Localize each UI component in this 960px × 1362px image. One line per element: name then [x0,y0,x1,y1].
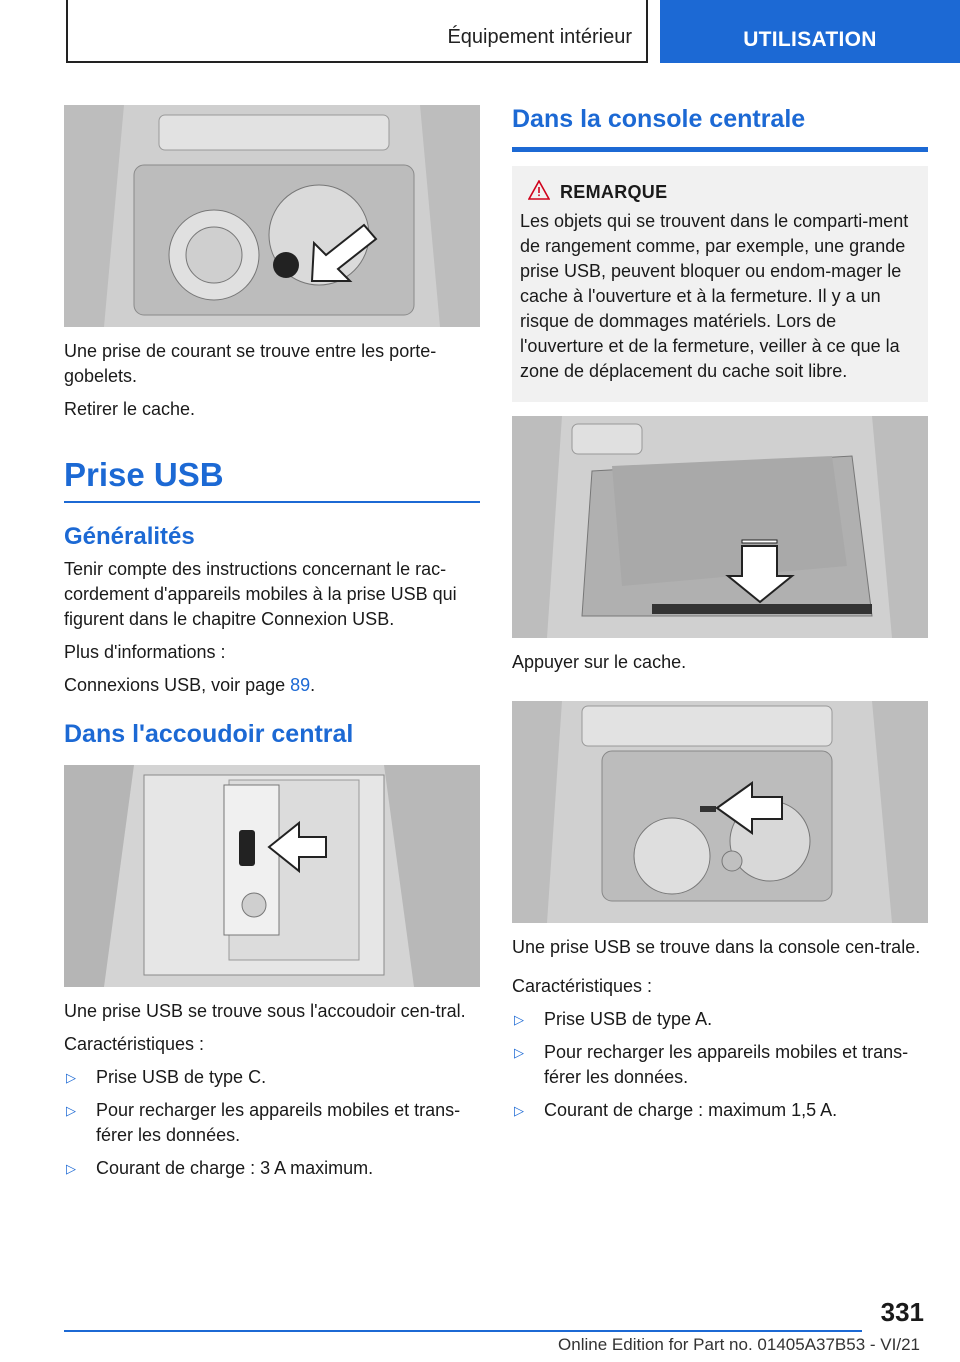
heading-usb-socket: Prise USB [64,456,480,503]
list-item-text: Prise USB de type A. [544,1009,713,1029]
text-remove-cover: Retirer le cache. [64,399,196,419]
caption-socket: Une prise de courant se trouve entre les porte-gobelets. [64,341,437,386]
footer-edition: Online Edition for Part no. 01405A37B53 - VI/21 [558,1335,920,1354]
illustration-cupholder-socket [64,105,480,327]
list-item [64,1065,480,1090]
triangle-bullet-icon: ▷ [66,1103,76,1118]
section-title: Équipement intérieur [447,26,632,48]
list-item [512,1040,928,1090]
general-text: Tenir compte des instructions concernant le rac-cordement d'appareils mobiles à la prise USB qui figurent dans le chapitre Connexion USB. [64,559,457,629]
note-title: REMARQUE [560,182,668,202]
features-list-right [512,1007,928,1123]
heading-general: Généralités [64,523,195,550]
list-item-text: Prise USB de type C. [96,1067,267,1087]
illustration-armrest-usb [64,765,480,987]
caption-press: Appuyer sur le cache. [512,652,687,672]
more-info-label: Plus d'informations : [64,642,226,662]
caption-armrest: Une prise USB se trouve sous l'accoudoir cen-tral. [64,1001,466,1021]
features-list-left [64,1065,480,1181]
caption-console: Une prise USB se trouve dans la console cen-trale. [512,937,921,957]
page-link[interactable]: 89 [290,675,311,695]
note-box [512,166,928,402]
triangle-bullet-icon: ▷ [66,1161,76,1176]
right-column [512,105,928,1131]
illustration-press-cover [512,416,928,638]
list-item [64,1156,480,1181]
heading-center-console: Dans la console centrale [512,105,928,152]
chapter-title: UTILISATION [743,28,877,51]
list-item-text: Courant de charge : maximum 1,5 A. [544,1100,838,1120]
note-text: Les objets qui se trouvent dans le comparti-ment de rangement comme, par exemple, une grande prise USB, peuvent bloquer ou endom-mager le cache à l'ouverture et à la fermeture. Il y a un risque de dommages matériels. Lors de l'ouverture et de la fermeture, veiller à ce que la zone de déplacement du cache soit libre. [520,211,909,381]
heading-armrest: Dans l'accoudoir central [64,720,354,748]
triangle-bullet-icon: ▷ [66,1070,76,1085]
list-item [512,1007,928,1032]
usb-reference [64,673,480,698]
list-item-text: Pour recharger les appareils mobiles et trans-férer les données. [96,1100,461,1145]
triangle-bullet-icon: ▷ [514,1045,524,1060]
list-item [512,1098,928,1123]
features-label-right: Caractéristiques : [512,976,653,996]
section-tab[interactable] [66,0,648,63]
note-header [528,180,920,205]
list-item [64,1098,480,1148]
list-item-text: Pour recharger les appareils mobiles et trans-férer les données. [544,1042,909,1087]
list-item-text: Courant de charge : 3 A maximum. [96,1158,374,1178]
usb-reference-text: Connexions USB, voir page [64,675,291,695]
left-column [64,105,480,1189]
usb-reference-suffix: . [310,675,316,695]
triangle-bullet-icon: ▷ [514,1012,524,1027]
features-label-left: Caractéristiques : [64,1034,205,1054]
footer-divider [64,1330,862,1332]
triangle-bullet-icon: ▷ [514,1103,524,1118]
illustration-console-usb [512,701,928,923]
page-number: 331 [880,1297,924,1327]
warning-icon [528,180,550,205]
chapter-tab[interactable] [660,0,960,63]
